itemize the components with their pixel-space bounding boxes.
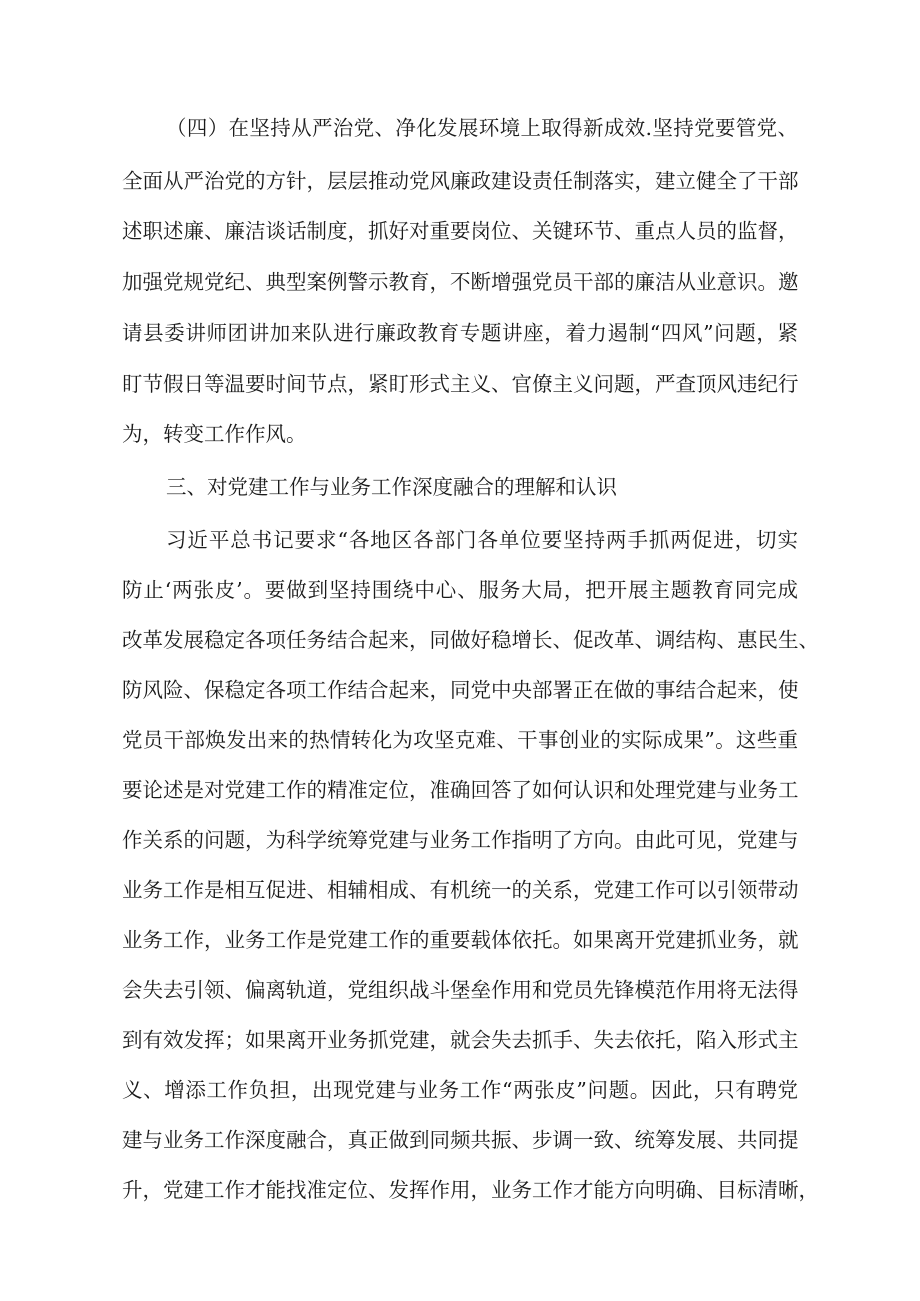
paragraph-5-line-11: 到有效发挥；如果离开业务抓党建，就会失去抓手、失去依托，陷入形式主 [122, 1028, 799, 1052]
paragraph-5-line-7: 作关系的问题，为科学统筹党建与业务工作指明了方向。由此可见，党建与 [122, 828, 799, 852]
paragraph-4-line-6: 盯节假日等温要时间节点，紧盯形式主义、官僚主义问题，严查顶风违纪行 [122, 372, 799, 396]
section-3-heading: 三、对党建工作与业务工作深度融合的理解和认识 [166, 475, 617, 499]
paragraph-5-line-12: 义、增添工作负担，出现党建与业务工作“两张皮”问题。因此，只有聘党 [122, 1078, 798, 1102]
paragraph-4-line-4: 加强党规党纪、典型案例警示教育，不断增强党员干部的廉洁从业意识。邀 [122, 270, 799, 294]
paragraph-5-line-5: 党员干部焕发出来的热情转化为攻坚克难、干事创业的实际成果”。这些重 [122, 728, 798, 752]
paragraph-5-line-10: 会失去引领、偏离轨道，党组织战斗堡垒作用和党员先锋模范作用将无法得 [122, 978, 799, 1002]
paragraph-4-line-1: （四）在坚持从严治党、净化发展环境上取得新成效.坚持党要管党、 [166, 116, 798, 140]
paragraph-5-line-6: 要论述是对党建工作的精准定位，准确回答了如何认识和处理党建与业务工 [122, 778, 799, 802]
paragraph-5-line-4: 防风险、保稳定各项工作结合起来，同党中央部署正在做的事结合起来，使 [122, 678, 799, 702]
paragraph-4-line-7: 为，转变工作作风。 [122, 422, 307, 446]
paragraph-5-line-2: 防止‘两张皮’。要做到坚持围绕中心、服务大局，把开展主题教育同完成 [122, 578, 798, 602]
paragraph-4-line-3: 述职述廉、廉洁谈话制度，抓好对重要岗位、关键环节、重点人员的监督， [122, 219, 799, 243]
paragraph-4-line-5: 请县委讲师团讲加来队进行廉政教育专题讲座，着力遏制“四风”问题，紧 [122, 321, 798, 345]
paragraph-4-line-2: 全面从严治党的方针，层层推动党风廉政建设责任制落实，建立健全了干部 [122, 169, 799, 193]
paragraph-5-line-8: 业务工作是相互促进、相辅相成、有机统一的关系，党建工作可以引领带动 [122, 878, 799, 902]
paragraph-5-line-3: 改革发展稳定各项任务结合起来，同做好稳增长、促改革、调结构、惠民生、 [122, 628, 819, 652]
paragraph-5-line-13: 建与业务工作深度融合，真正做到同频共振、步调一致、统筹发展、共同提 [122, 1128, 799, 1152]
paragraph-5-line-9: 业务工作，业务工作是党建工作的重要载体依托。如果离开党建抓业务，就 [122, 928, 799, 952]
paragraph-5-line-1: 习近平总书记要求“各地区各部门各单位要坚持两手抓两促进，切实 [166, 528, 798, 552]
paragraph-5-line-14: 升，党建工作才能找准定位、发挥作用，业务工作才能方向明确、目标清晰， [122, 1178, 819, 1202]
